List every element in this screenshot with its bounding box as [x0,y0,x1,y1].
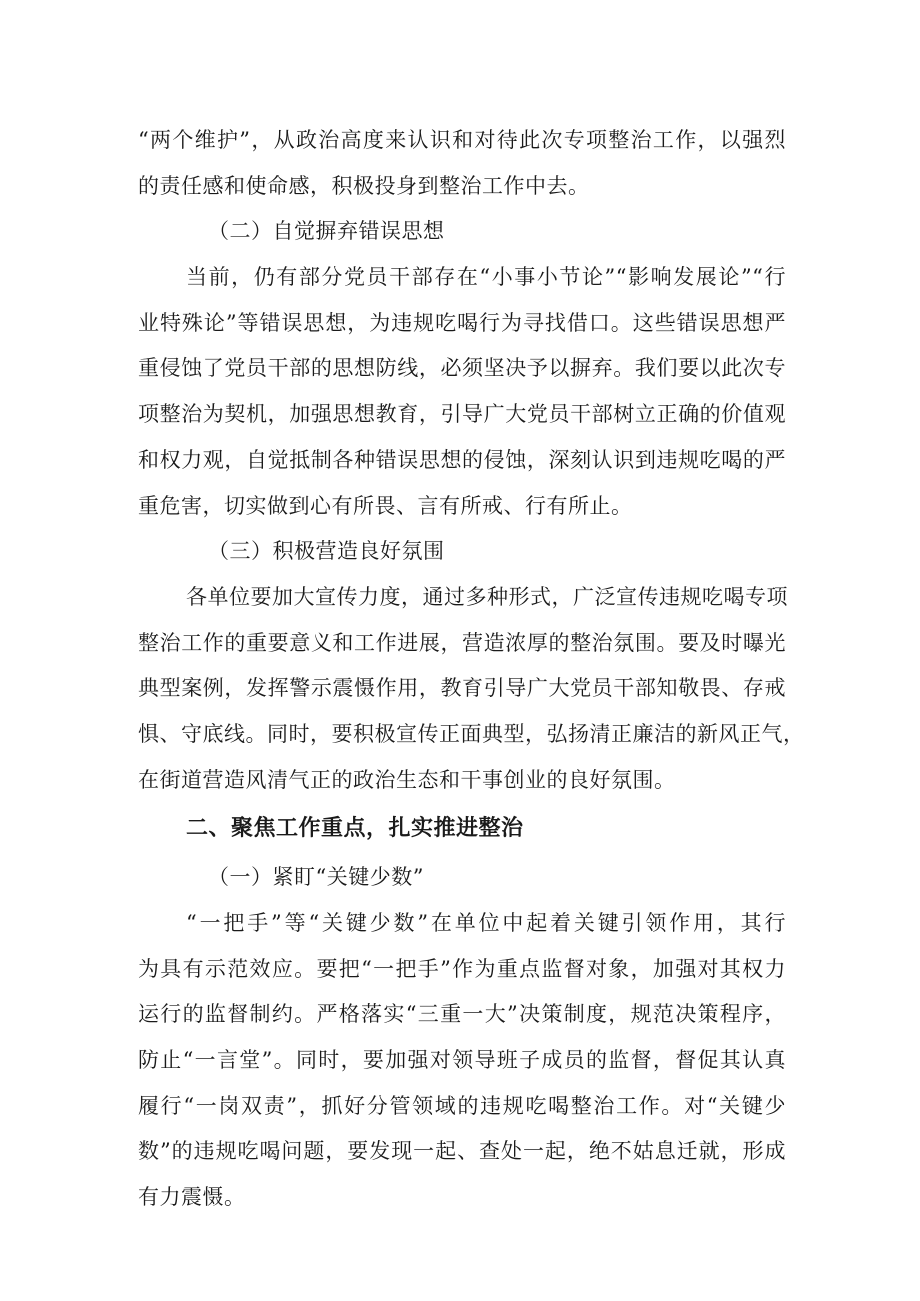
paragraph-line: 防止“一言堂”。同时，要加强对领导班子成员的监督，督促其认真 [138,1048,786,1073]
section-3-paragraph [138,575,805,803]
paragraph-line: 各单位要加大宣传力度，通过多种形式，广泛宣传违规吃喝专项 [186,584,788,609]
part-2-heading: 二、聚焦工作重点，扎实推进整治 [186,816,524,842]
paragraph-line: 重侵蚀了党员干部的思想防线，必须坚决予以摒弃。我们要以此次专 [138,356,786,381]
intro-paragraph [138,118,786,209]
section-3-title: （三）积极营造良好氛围 [208,539,445,564]
paragraph-line: 数”的违规吃喝问题，要发现一起、查处一起，绝不姑息迁就，形成 [138,1139,786,1164]
part-2-sub-1-title: （一）紧盯“关键少数” [208,865,424,890]
paragraph-line: 有力震慑。 [138,1185,246,1210]
paragraph-line: 项整治为契机，加强思想教育，引导广大党员干部树立正确的价值观 [138,402,786,427]
paragraph-line: 运行的监督制约。严格落实“三重一大”决策制度，规范决策程序， [138,1002,786,1027]
paragraph-line: 为具有示范效应。要把“一把手”作为重点监督对象，加强对其权力 [138,956,786,981]
paragraph-line: 履行“一岗双责”，抓好分管领域的违规吃喝整治工作。对“关键少 [138,1093,786,1118]
paragraph-line: 业特殊论”等错误思想，为违规吃喝行为寻找借口。这些错误思想严 [138,310,786,335]
paragraph-line: 当前，仍有部分党员干部存在“小事小节论”“影响发展论”“行 [186,265,786,290]
paragraph-line: 惧、守底线。同时，要积极宣传正面典型，弘扬清正廉洁的新风正气， [138,721,805,746]
document-page [138,118,805,1221]
paragraph-line: 在街道营造风清气正的政治生态和干事创业的良好氛围。 [138,767,676,792]
section-2-paragraph [138,255,786,529]
paragraph-line: “两个维护”，从政治高度来认识和对待此次专项整治工作，以强烈 [138,128,786,152]
section-2-title: （二）自觉摒弃错误思想 [208,219,445,244]
paragraph-line: “一把手”等“关键少数”在单位中起着关键引领作用，其行 [186,911,786,935]
paragraph-line: 和权力观，自觉抵制各种错误思想的侵蚀，深刻认识到违规吃喝的严 [138,447,786,472]
paragraph-line: 典型案例，发挥警示震慑作用，教育引导广大党员干部知敬畏、存戒 [138,676,786,701]
paragraph-line: 整治工作的重要意义和工作进展，营造浓厚的整治氛围。要及时曝光 [138,630,786,655]
paragraph-line: 的责任感和使命感，积极投身到整治工作中去。 [138,173,590,198]
paragraph-line: 重危害，切实做到心有所畏、言有所戒、行有所止。 [138,493,633,518]
part-2-sub-1-paragraph [138,901,786,1221]
